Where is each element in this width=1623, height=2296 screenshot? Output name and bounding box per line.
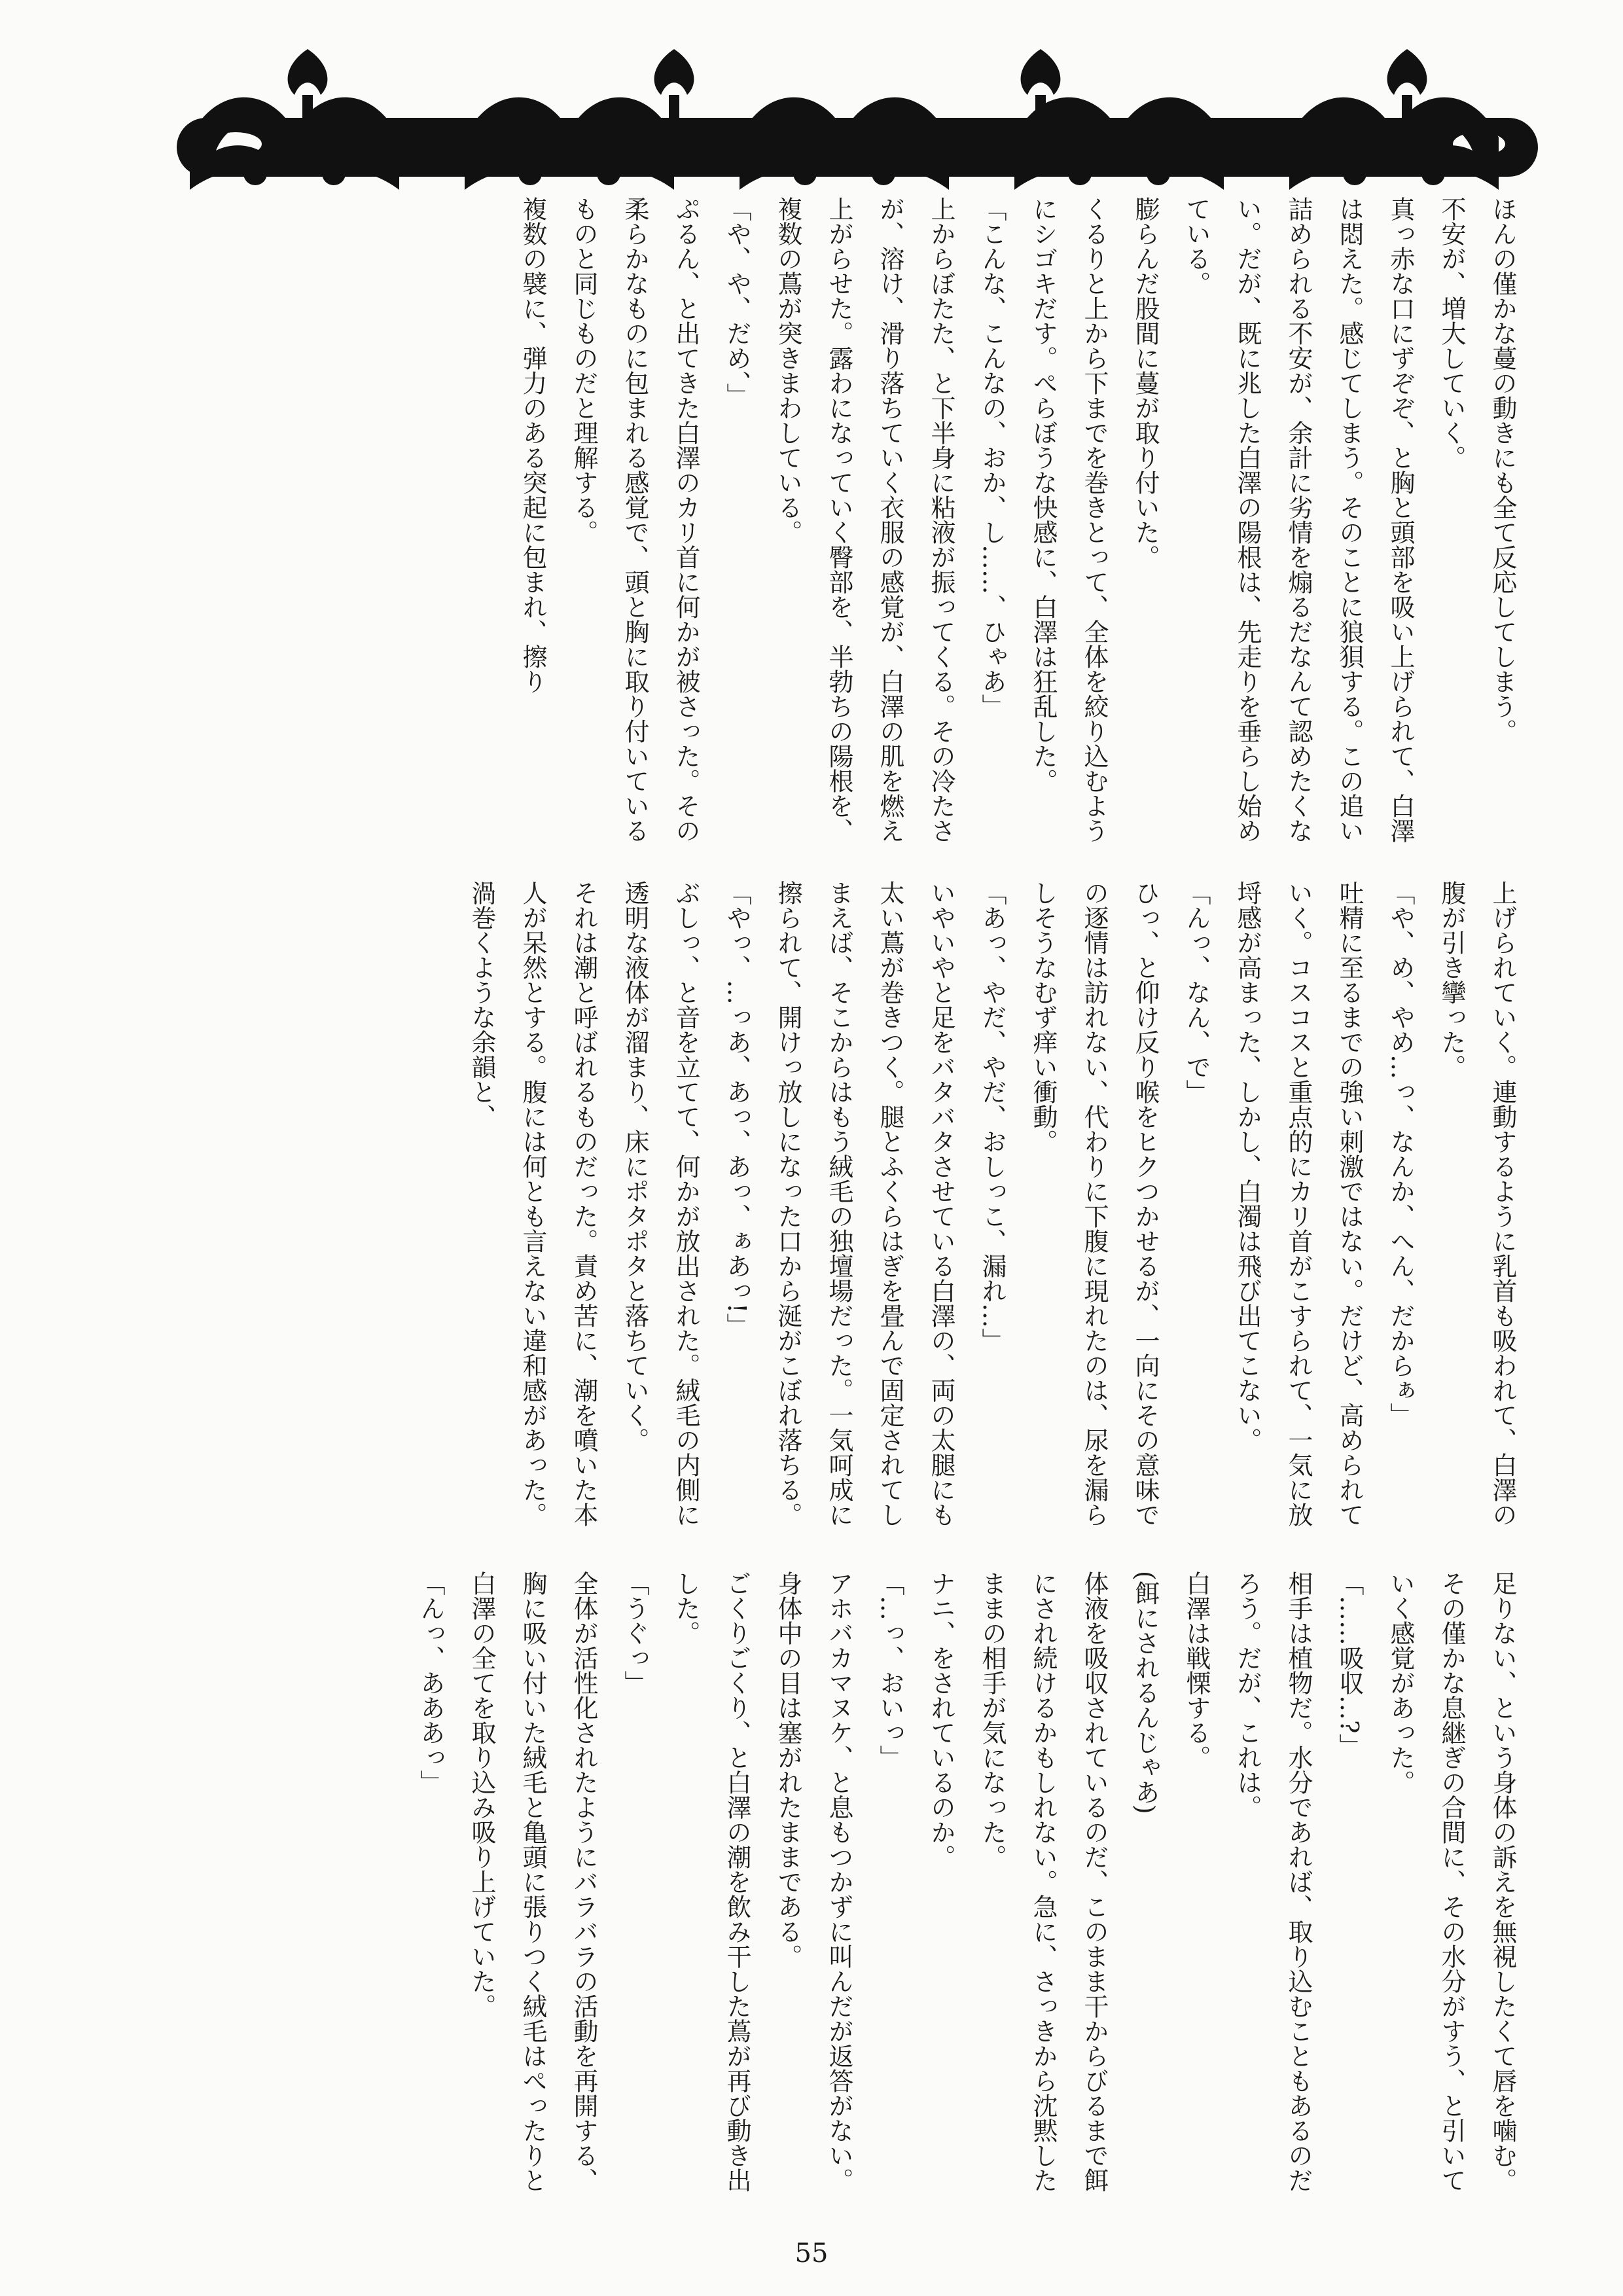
paragraph: 上からぼたた、と下半身に粘液が振ってくる。その冷たさが、溶け、滑り落ちていく衣服の感覚が、白澤の肌を燃え上がらせた。露わになっていく臀部を、半勃ちの陽根を、複数の蔦が突きまわしている。 [774, 196, 955, 843]
paragraph: 「んっ、あああっ」 [416, 1571, 445, 1795]
paragraph: 「…っ、おいっ」 [876, 1571, 904, 1770]
text-block-top [180, 196, 1528, 864]
paragraph: 全体が活性化されたようにバラバラの活動を再開する、胸に吸い付いた絨毛と亀頭に張りつく絨毛はぺったりと白澤の全てを取り込み吸り上げていた。 [467, 1571, 598, 2193]
paragraph: ごくりごくり、と白澤の潮を飲み干した蔦が再び動き出した。 [671, 1571, 751, 2193]
paragraph: 吐精に至るまでの強い刺激ではない。だけど、高められていく。コスコスと重点的にカリ首がこすられて、一気に放埒感が高まった、しかし、白濁は飛び出てこない。 [1233, 880, 1364, 1527]
paragraph: 膨らんだ股間に蔓が取り付いた。 [1131, 196, 1160, 569]
paragraph: 足りない、という身体の訴えを無視したくて唇を噛む。 [1488, 1571, 1517, 2193]
paragraph: 「……吸収…?」 [1335, 1571, 1364, 1759]
paragraph: 白澤は戦慄する。 [1182, 1571, 1211, 1770]
paragraph: ひっ、と仰け反り喉をヒクつかせるが、一向にその意味での逐情は訪れない、代わりに下腹に現れたのは、尿を漏らしそうなむず痒い衝動。 [1029, 880, 1160, 1527]
paragraph: 不安が、増大していく。 [1437, 196, 1466, 470]
paragraph: 真っ赤な口にずぞぞ、と胸と頭部を吸い上げられて、白澤は悶えた。感じてしまう。そのことに狼狽する。この追い詰められる不安が、余計に劣情を煽るだなんて認めたくない。だが、既に兆した白澤の陽根は、先走りを垂らし始めている。 [1182, 196, 1415, 843]
paragraph: ぷるん、と出てきた白澤のカリ首に何かが被さった。その柔らかなものに包まれる感覚で、頭と胸に取り付いているものと同じものだと理解する。 [569, 196, 700, 843]
paragraph: アホバカマヌケ、と息もつかずに叫んだが返答がない。身体中の目は塞がれたままである。 [774, 1571, 853, 2193]
paragraph: (餌にされるんじゃあ) [1131, 1571, 1160, 1814]
paragraph: 「こんな、こんなの、おか、し……、ひゃあ」 [978, 196, 1007, 719]
paragraph: 「やっ、…っあ、あっ、あっ、ぁあっ!」 [722, 880, 751, 1338]
paragraph: いやいやと足をバタバタさせている白澤の、両の太腿にも太い蔦が巻きつく。腿とふくらはぎを畳んで固定されてしまえば、そこからはもう絨毛の独壇場だった。一気呵成に擦られて、開けっ放しになった口から涎がこぼれ落ちる。 [774, 880, 955, 1527]
paragraph: 「あっ、やだ、やだ、おしっこ、漏れ…」 [978, 880, 1007, 1353]
paragraph: それは潮と呼ばれるものだった。責め苦に、潮を噴いた本人が呆然とする。腹には何とも言えない違和感があった。渦巻くような余韻と、 [467, 880, 598, 1527]
paragraph: 体液を吸収されているのだ、このまま干からびるまで餌にされ続けるかもしれない。急に、さっきから沈黙したままの相手が気になった。 [978, 1571, 1109, 2193]
paragraph: くるりと上から下までを巻きとって、全体を絞り込むようにシゴキだす。ぺらぼうな快感に、白澤は狂乱した。 [1029, 196, 1109, 843]
text-block-middle [180, 880, 1528, 1535]
paragraph: 相手は植物だ。水分であれば、取り込むこともあるのだろう。だが、これは。 [1233, 1571, 1313, 2193]
text-block-bottom [180, 1571, 1528, 2212]
paragraph: 「うぐっ」 [620, 1571, 649, 1695]
paragraph: ナニ、をされているのか。 [927, 1571, 955, 1869]
paragraph: 上げられていく。連動するように乳首も吸われて、白澤の腹が引き攣った。 [1437, 880, 1517, 1527]
paragraph: 「や、め、やめ…っ、なんか、へん、だからぁ」 [1386, 880, 1415, 1427]
paragraph: 「んっ、なん、で」 [1182, 880, 1211, 1104]
ornament-icon [177, 46, 1538, 209]
paragraph: 複数の襞に、弾力のある突起に包まれ、擦り [518, 196, 547, 694]
paragraph: ほんの僅かな蔓の動きにも全て反応してしまう。 [1488, 196, 1517, 744]
page-number: 55 [794, 2238, 829, 2269]
paragraph: ぶしっ、と音を立てて、何かが放出された。絨毛の内側に透明な液体が溜まり、床にポタポタと落ちていく。 [620, 880, 700, 1527]
paragraph: その僅かな息継ぎの合間に、その水分がすう、と引いていく感覚があった。 [1386, 1571, 1466, 2193]
paragraph: 「や、や、だめ、」 [722, 196, 751, 408]
